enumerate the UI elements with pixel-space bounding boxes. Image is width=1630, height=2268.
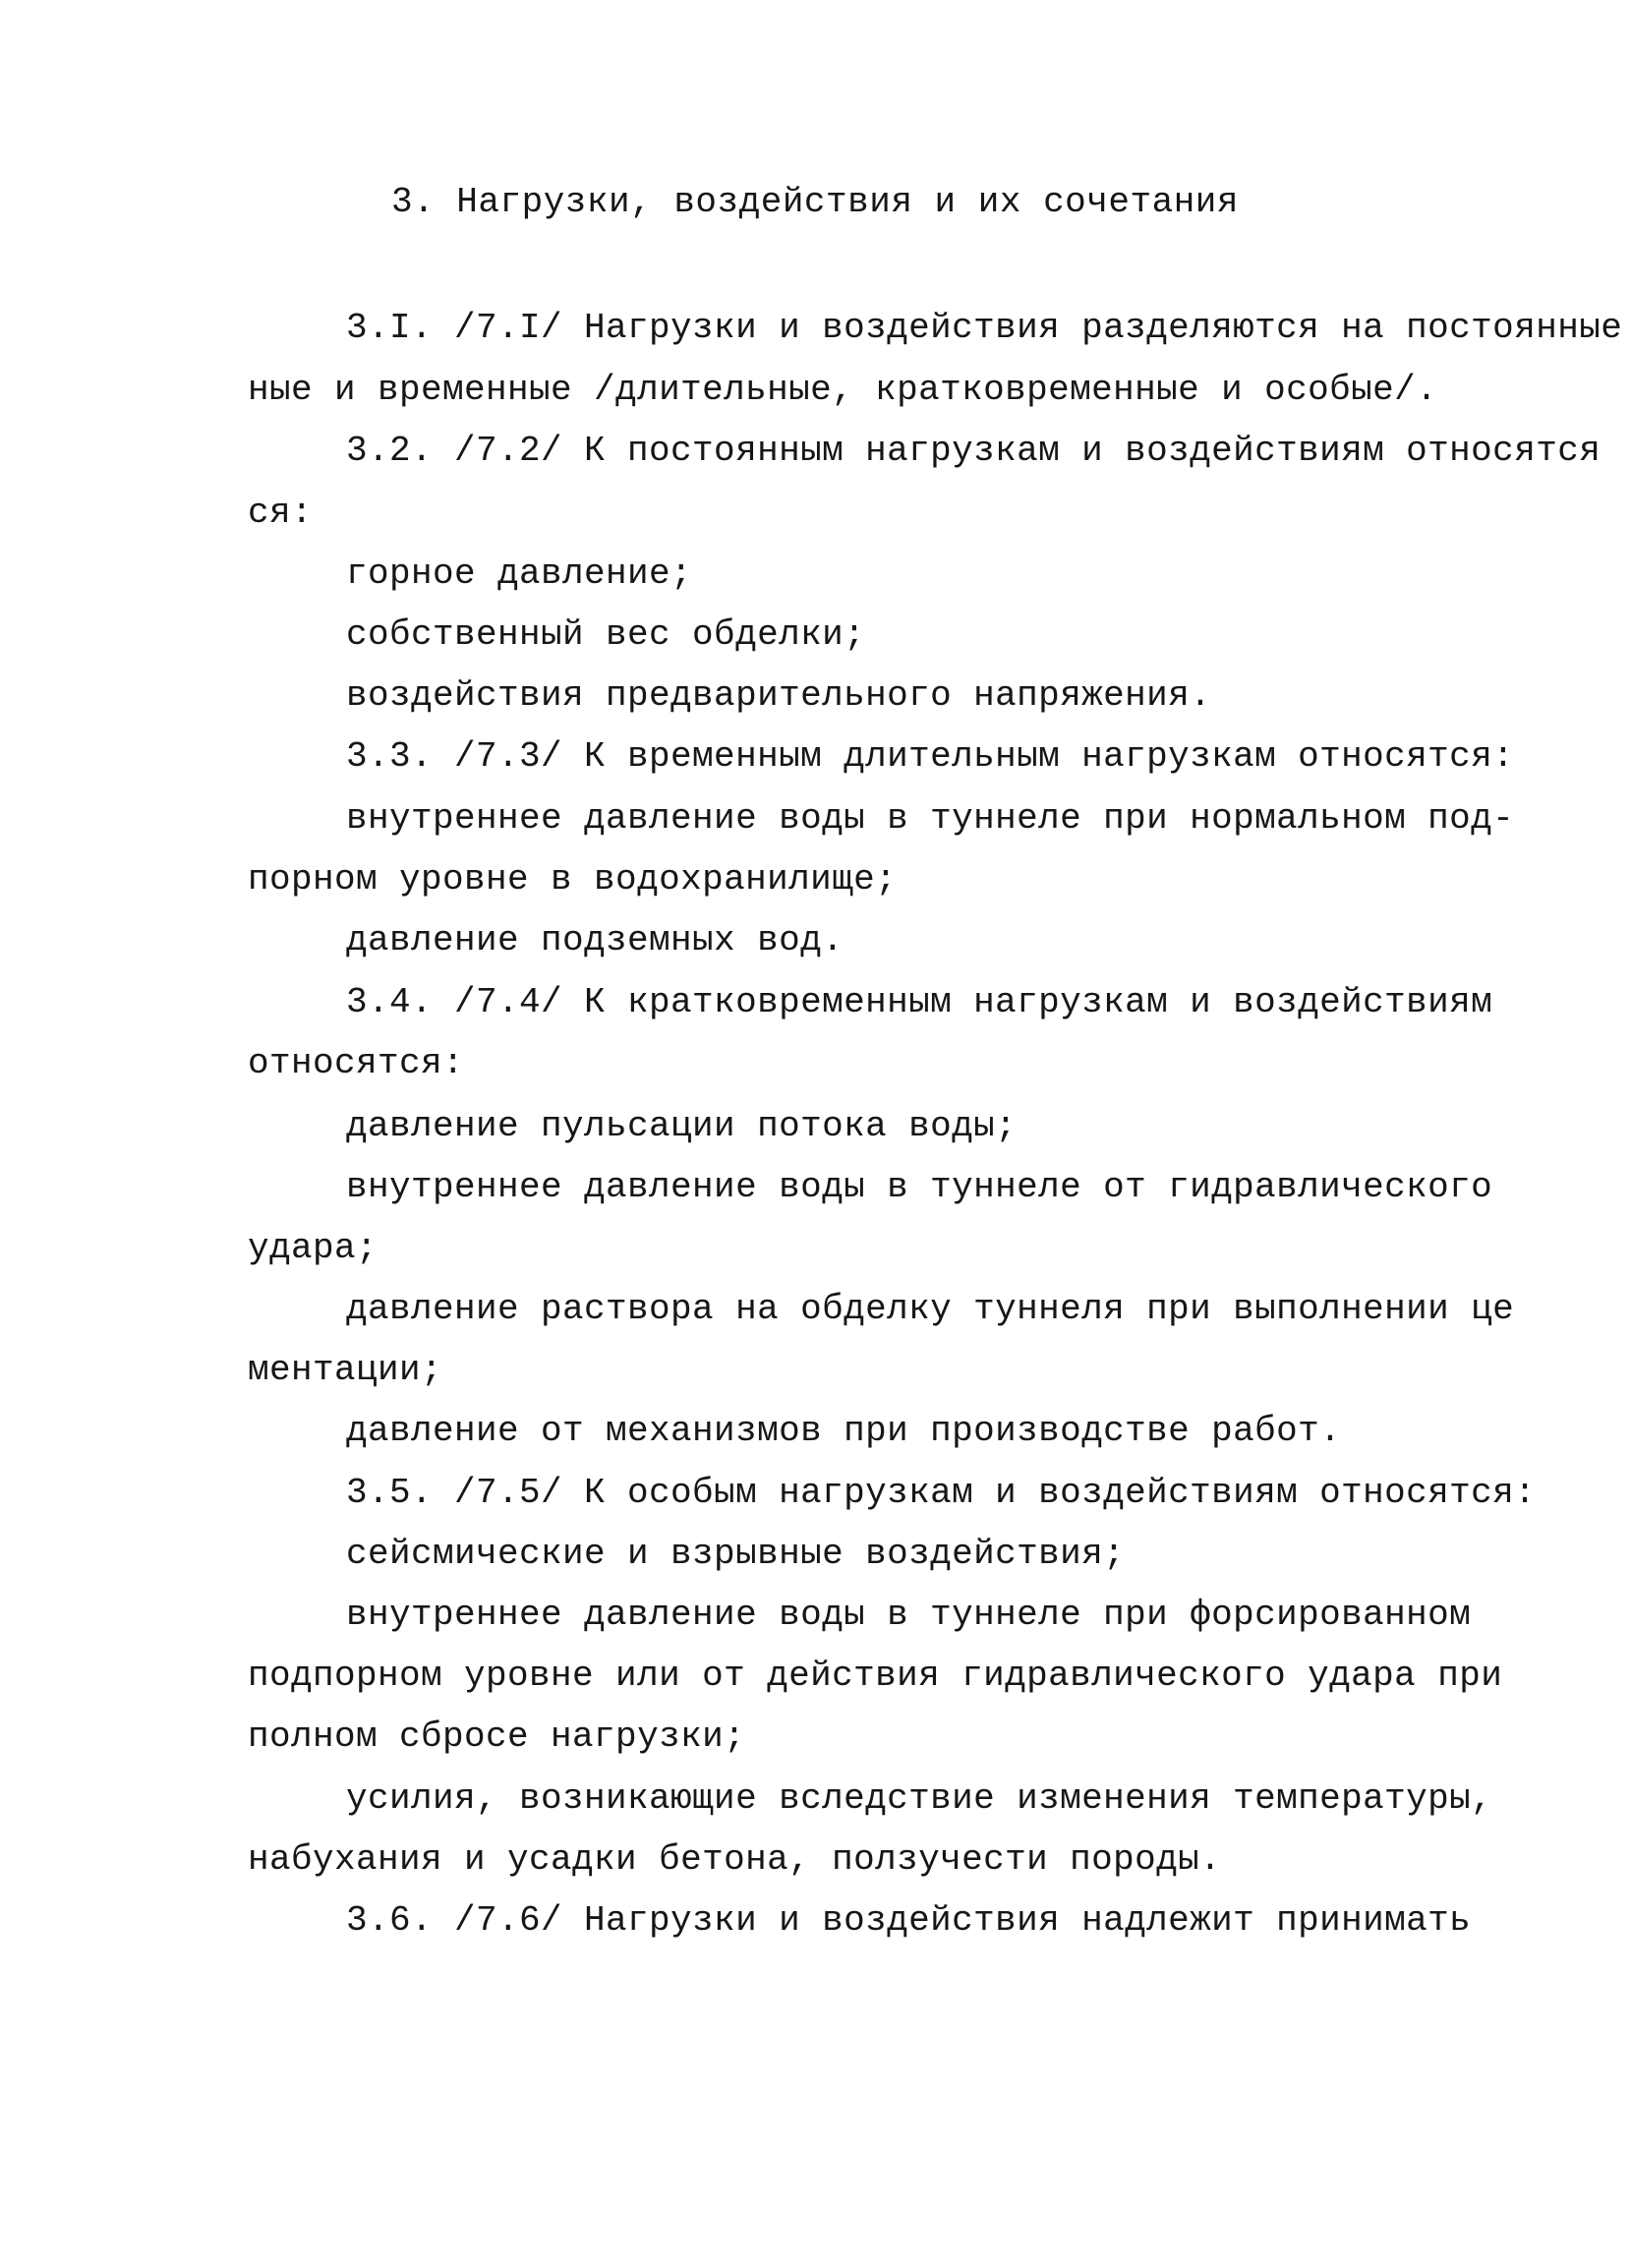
paragraph-3-4-line-2: относятся: xyxy=(248,1043,465,1083)
list-item-prestress: воздействия предварительного напряжения. xyxy=(346,675,1212,716)
list-item-internal-pressure-line-1: внутреннее давление воды в туннеле при нормальном под- xyxy=(346,798,1515,839)
list-item-temperature-effects-line-1: усилия, возникающие вследствие изменения температуры, xyxy=(346,1778,1493,1819)
list-item-machinery-pressure: давление от механизмов при производстве работ. xyxy=(346,1411,1342,1451)
list-item-temperature-effects-line-2: набухания и усадки бетона, ползучести породы. xyxy=(248,1839,1222,1880)
list-item-seismic-explosive: сейсмические и взрывные воздействия; xyxy=(346,1534,1126,1574)
paragraph-3-3-line-1: 3.3. /7.3/ К временным длительным нагрузкам относятся: xyxy=(346,736,1515,777)
list-item-water-hammer-line-1: внутреннее давление воды в туннеле от гидравлического xyxy=(346,1167,1493,1207)
section-heading: 3. Нагрузки, воздействия и их сочетания xyxy=(390,182,1240,222)
paragraph-3-6-line-1: 3.6. /7.6/ Нагрузки и воздействия надлежит принимать xyxy=(346,1900,1472,1941)
list-item-lining-weight: собственный вес обделки; xyxy=(346,614,866,655)
paragraph-3-5-line-1: 3.5. /7.5/ К особым нагрузкам и воздействиям относятся: xyxy=(346,1473,1537,1513)
list-item-groundwater-pressure: давление подземных вод. xyxy=(346,920,844,960)
list-item-forced-level-line-3: полном сбросе нагрузки; xyxy=(248,1716,746,1757)
list-item-water-hammer-line-2: удара; xyxy=(248,1228,378,1268)
paragraph-3-2-line-1: 3.2. /7.2/ К постоянным нагрузкам и воздействиям относятся xyxy=(346,431,1601,471)
list-item-mountain-pressure: горное давление; xyxy=(346,553,693,594)
list-item-internal-pressure-line-2: порном уровне в водохранилище; xyxy=(248,859,898,900)
paragraph-3-1-line-2: ные и временные /длительные, кратковременные и особые/. xyxy=(248,370,1438,410)
list-item-pulsation-pressure: давление пульсации потока воды; xyxy=(346,1106,1018,1146)
list-item-grout-pressure-line-1: давление раствора на обделку туннеля при выполнении це xyxy=(346,1289,1515,1329)
list-item-forced-level-line-2: подпорном уровне или от действия гидравлического удара при xyxy=(248,1656,1503,1696)
paragraph-3-4-line-1: 3.4. /7.4/ К кратковременным нагрузкам и воздействиям xyxy=(346,982,1493,1022)
list-item-grout-pressure-line-2: ментации; xyxy=(248,1350,443,1390)
paragraph-3-2-line-2: ся: xyxy=(248,493,314,533)
paragraph-3-1-line-1: 3.I. /7.I/ Нагрузки и воздействия разделяются на постоянные xyxy=(346,308,1623,348)
list-item-forced-level-line-1: внутреннее давление воды в туннеле при форсированном xyxy=(346,1595,1472,1635)
